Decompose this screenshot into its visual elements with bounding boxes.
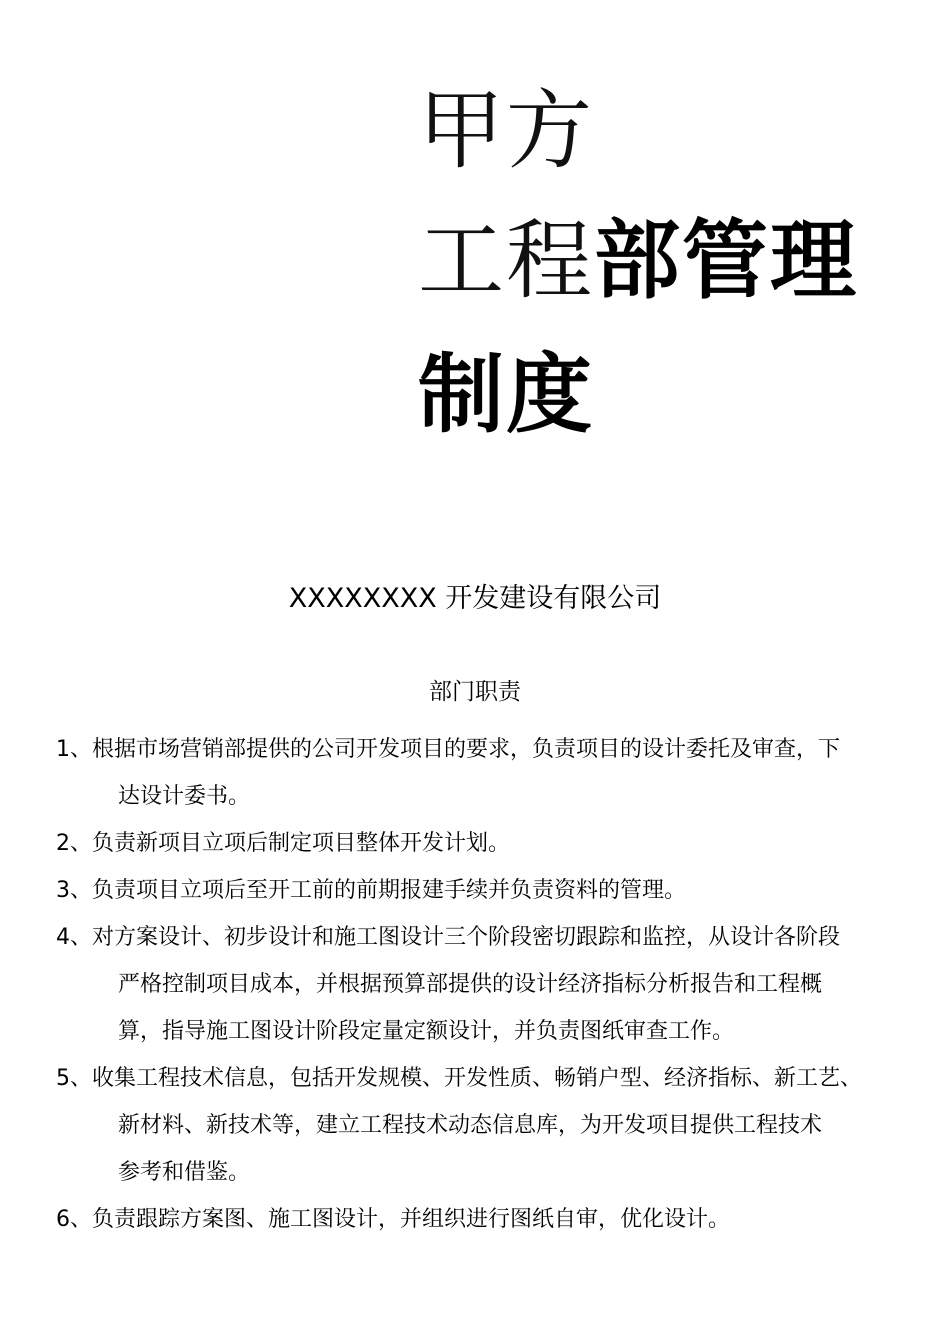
duty-item [56,820,916,867]
duty-line-continuation: 算，指导施工图设计阶段定量定额设计，并负责图纸审查工作。 [118,1019,735,1044]
company-name: XXXXXXXX 开发建设有限公司 [288,583,662,614]
duty-line: 1、根据市场营销部提供的公司开发项目的要求，负责项目的设计委托及审查，下 [56,737,840,762]
duty-item [56,1055,916,1196]
title-text-thin: 工程 [418,211,594,311]
duty-list [56,726,916,1243]
duty-line: 3、负责项目立项后至开工前的前期报建手续并负责资料的管理。 [56,878,686,903]
title-text: 甲方 [418,81,594,181]
duty-line: 4、对方案设计、初步设计和施工图设计三个阶段密切跟踪和监控，从设计各阶段 [56,925,840,950]
duty-line: 5、收集工程技术信息，包括开发规模、开发性质、畅销户型、经济指标、新工艺、 [56,1066,862,1091]
duty-line-continuation: 达设计委书。 [118,784,251,809]
duty-item [56,867,916,914]
duty-item [56,914,916,1055]
duty-item [56,726,916,820]
document-title-line-1 [418,81,594,181]
duty-line: 6、负责跟踪方案图、施工图设计，并组织进行图纸自审，优化设计。 [56,1207,730,1232]
duty-item [56,1196,916,1243]
duty-line-continuation: 严格控制项目成本，并根据预算部提供的设计经济指标分析报告和工程概 [118,972,823,997]
section-heading: 部门职责 [429,679,521,705]
title-text: 制度 [418,345,594,445]
document-title-line-3 [418,345,594,445]
duty-line-continuation: 新材料、新技术等，建立工程技术动态信息库，为开发项目提供工程技术 [118,1113,823,1138]
title-text-bold: 部管理 [594,211,858,311]
document-title-line-2 [418,211,858,311]
duty-line: 2、负责新项目立项后制定项目整体开发计划。 [56,831,510,856]
duty-line-continuation: 参考和借鉴。 [118,1160,251,1185]
